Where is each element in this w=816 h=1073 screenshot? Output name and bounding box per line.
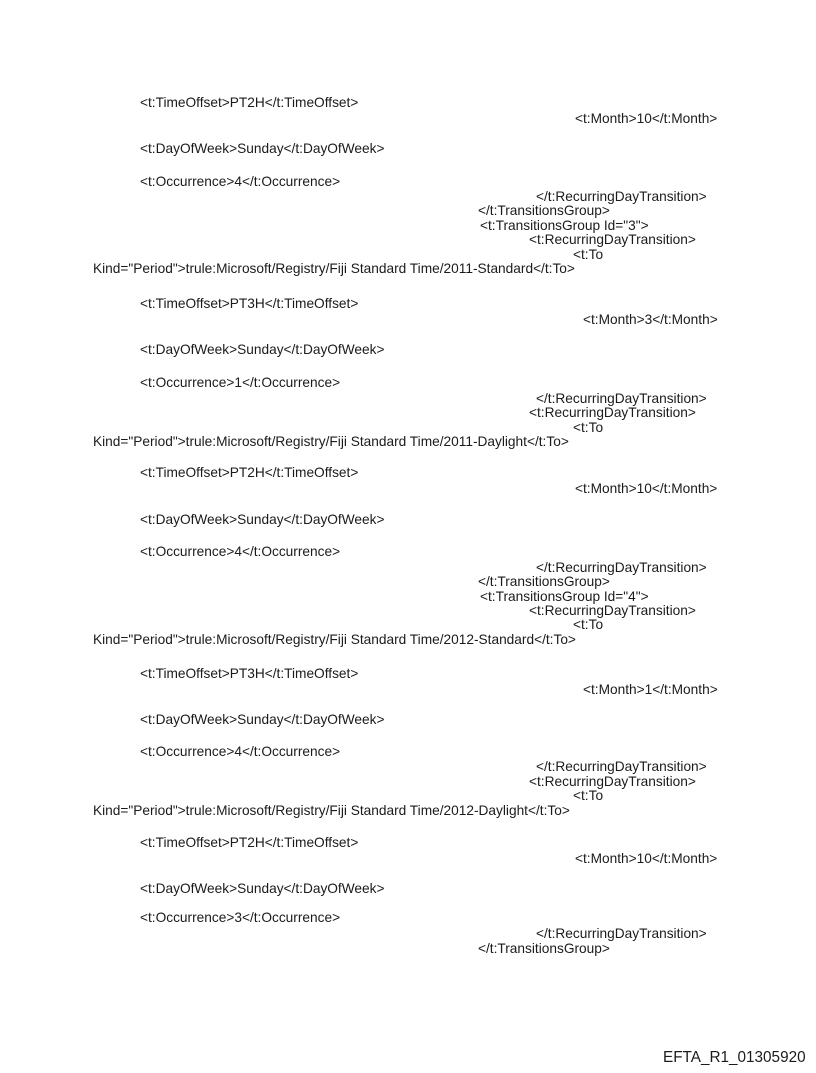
- xml-line: <t:RecurringDayTransition>: [529, 603, 696, 618]
- xml-line: </t:RecurringDayTransition>: [536, 560, 707, 575]
- xml-line: <t:Occurrence>4</t:Occurrence>: [140, 174, 341, 189]
- xml-line: </t:TransitionsGroup>: [478, 203, 610, 218]
- xml-line: <t:TransitionsGroup Id="4">: [480, 589, 649, 604]
- xml-line: <t:TimeOffset>PT2H</t:TimeOffset>: [140, 465, 359, 480]
- xml-line: <t:DayOfWeek>Sunday</t:DayOfWeek>: [140, 712, 385, 727]
- xml-line: <t:To: [573, 788, 604, 803]
- xml-line: <t:TimeOffset>PT3H</t:TimeOffset>: [140, 296, 359, 311]
- xml-line: <t:TimeOffset>PT2H</t:TimeOffset>: [140, 95, 359, 110]
- xml-line: <t:DayOfWeek>Sunday</t:DayOfWeek>: [140, 512, 385, 527]
- xml-line: </t:TransitionsGroup>: [478, 941, 610, 956]
- xml-line: <t:TimeOffset>PT3H</t:TimeOffset>: [140, 666, 359, 681]
- xml-line: <t:To: [573, 617, 604, 632]
- xml-line: Kind="Period">trule:Microsoft/Registry/Fiji Standard Time/2012-Standard</t:To>: [93, 632, 576, 647]
- bates-number: EFTA_R1_01305920: [663, 1049, 806, 1066]
- xml-line: <t:Month>3</t:Month>: [583, 312, 718, 327]
- xml-line: Kind="Period">trule:Microsoft/Registry/Fiji Standard Time/2011-Standard</t:To>: [93, 261, 575, 276]
- xml-line: <t:To: [573, 247, 604, 262]
- xml-line: <t:DayOfWeek>Sunday</t:DayOfWeek>: [140, 881, 385, 896]
- xml-line: <t:TimeOffset>PT2H</t:TimeOffset>: [140, 835, 359, 850]
- xml-line: </t:TransitionsGroup>: [478, 574, 610, 589]
- xml-line: <t:Month>10</t:Month>: [575, 851, 718, 866]
- xml-line: <t:Occurrence>1</t:Occurrence>: [140, 375, 341, 390]
- xml-line: <t:TransitionsGroup Id="3">: [480, 218, 649, 233]
- xml-line: <t:Occurrence>4</t:Occurrence>: [140, 544, 341, 559]
- xml-line: <t:Month>1</t:Month>: [583, 682, 718, 697]
- xml-line: Kind="Period">trule:Microsoft/Registry/Fiji Standard Time/2012-Daylight</t:To>: [93, 803, 570, 818]
- xml-line: Kind="Period">trule:Microsoft/Registry/Fiji Standard Time/2011-Daylight</t:To>: [93, 434, 569, 449]
- xml-line: </t:RecurringDayTransition>: [536, 759, 707, 774]
- xml-line: <t:RecurringDayTransition>: [529, 774, 696, 789]
- xml-line: <t:Occurrence>4</t:Occurrence>: [140, 744, 341, 759]
- xml-line: <t:DayOfWeek>Sunday</t:DayOfWeek>: [140, 342, 385, 357]
- xml-line: <t:Occurrence>3</t:Occurrence>: [140, 910, 341, 925]
- xml-line: </t:RecurringDayTransition>: [536, 189, 707, 204]
- xml-line: <t:Month>10</t:Month>: [575, 481, 718, 496]
- xml-line: <t:To: [573, 420, 604, 435]
- xml-line: </t:RecurringDayTransition>: [536, 926, 707, 941]
- xml-line: <t:DayOfWeek>Sunday</t:DayOfWeek>: [140, 141, 385, 156]
- xml-line: </t:RecurringDayTransition>: [536, 391, 707, 406]
- xml-line: <t:Month>10</t:Month>: [575, 111, 718, 126]
- xml-line: <t:RecurringDayTransition>: [529, 232, 696, 247]
- xml-line: <t:RecurringDayTransition>: [529, 405, 696, 420]
